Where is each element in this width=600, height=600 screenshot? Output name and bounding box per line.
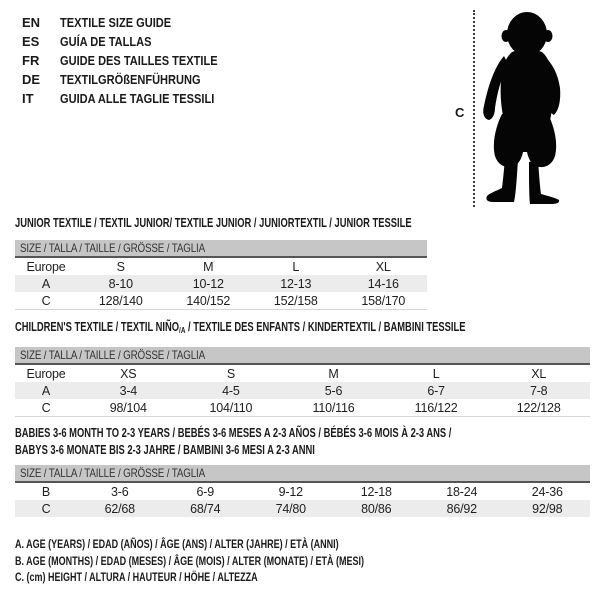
children-size-table	[15, 347, 590, 417]
row-label: Europe	[26, 259, 66, 274]
language-row-de	[22, 70, 245, 89]
babies-size-table	[15, 465, 590, 517]
size-header-row	[15, 240, 427, 257]
language-code: FR	[22, 53, 40, 68]
table-row	[15, 382, 590, 399]
language-row-en	[22, 13, 245, 32]
size-header-row	[15, 465, 590, 482]
children-table-title: CHILDREN'S TEXTILE / TEXTIL NIÑO/A / TEXTILE DES ENFANTS / KINDERTEXTIL / BAMBINI TESSILE	[15, 320, 466, 335]
table-row	[15, 257, 427, 275]
baby-silhouette-icon	[482, 8, 566, 204]
language-row-es	[22, 32, 245, 51]
cell: 14-16	[340, 275, 428, 292]
cell: S	[116, 259, 125, 274]
cell: 152/158	[252, 292, 340, 310]
cell: XL	[375, 259, 391, 274]
language-label: GUÍA DE TALLAS	[60, 34, 152, 49]
cell: 10-12	[165, 275, 253, 292]
cell: 62/68	[77, 500, 163, 517]
row-label: A	[15, 275, 77, 292]
footnote-b: B. AGE (MONTHS) / EDAD (MESES) / ÂGE (MOIS) / ALTER (MONATE) / ETÀ (MESI)	[15, 553, 364, 568]
table-row	[15, 500, 590, 517]
cell: XS	[120, 366, 137, 381]
cell: 18-24	[446, 484, 478, 499]
language-code: ES	[22, 34, 40, 49]
cell: 122/128	[487, 399, 590, 417]
footnotes	[15, 536, 480, 586]
cell: 104/110	[180, 399, 283, 417]
language-label: TEXTILGRÖßENFÜHRUNG	[60, 72, 201, 87]
table-row	[15, 364, 590, 382]
language-row-fr	[22, 51, 245, 70]
cell: 3-6	[111, 484, 129, 499]
table-row	[15, 275, 427, 292]
cell: 5-6	[282, 382, 385, 399]
footnote-a: A. AGE (YEARS) / EDAD (AÑOS) / ÂGE (ANS) / ALTER (JAHRE) / ETÀ (ANNI)	[15, 537, 339, 551]
height-measure-dotted-line	[473, 10, 475, 207]
babies-table-title: BABIES 3-6 MONTH TO 2-3 YEARS / BEBÉS 3-6 MESES A 2-3 AÑOS / BÉBÉS 3-6 MOIS À 2-3 ANS / BABYS 3-6 MONATE BIS 2-3 JAHRE / BAMBINI 3-6 MESI A 2-3 ANNI	[15, 426, 452, 457]
cell: 140/152	[165, 292, 253, 310]
babies-table-section	[15, 426, 590, 517]
cell: 110/116	[282, 399, 385, 417]
language-list	[22, 13, 245, 108]
language-label: GUIDA ALLE TAGLIE TESSILI	[60, 91, 215, 106]
cell: 7-8	[487, 382, 590, 399]
cell: 80/86	[334, 500, 420, 517]
cell: 68/74	[163, 500, 249, 517]
row-label: C	[15, 292, 77, 310]
table-row	[15, 292, 427, 310]
size-header-cell: SIZE / TALLA / TAILLE / GRÖSSE / TAGLIA	[15, 465, 590, 482]
language-code: IT	[22, 91, 34, 106]
footnote-c: C. (cm) HEIGHT / ALTURA / HAUTEUR / HÖHE / ALTEZZA	[15, 570, 258, 584]
language-label: GUIDE DES TAILLES TEXTILE	[60, 53, 218, 68]
cell: L	[432, 366, 440, 381]
row-label: A	[15, 382, 77, 399]
children-table-section	[15, 321, 590, 417]
row-label: B	[41, 484, 51, 499]
size-header-row	[15, 347, 590, 364]
cell: 116/122	[385, 399, 488, 417]
cell: 86/92	[419, 500, 505, 517]
cell: 12-18	[360, 484, 392, 499]
table-row	[15, 399, 590, 417]
cell: 8-10	[77, 275, 165, 292]
cell: 9-12	[278, 484, 303, 499]
junior-table-title: JUNIOR TEXTILE / TEXTIL JUNIOR/ TEXTILE JUNIOR / JUNIORTEXTIL / JUNIOR TESSILE	[15, 216, 412, 230]
cell: M	[203, 259, 214, 274]
subscript-a: /A	[179, 325, 186, 335]
row-label: C	[15, 500, 77, 517]
cell: M	[328, 366, 339, 381]
cell: 74/80	[248, 500, 334, 517]
size-header-cell: SIZE / TALLA / TAILLE / GRÖSSE / TAGLIA	[15, 240, 427, 257]
cell: S	[226, 366, 235, 381]
language-row-it	[22, 89, 245, 108]
language-code: DE	[22, 72, 41, 87]
table-row	[15, 482, 590, 500]
junior-table-section	[15, 217, 427, 310]
cell: 24-36	[531, 484, 563, 499]
cell: L	[292, 259, 300, 274]
cell: 92/98	[505, 500, 591, 517]
cell: 98/104	[77, 399, 180, 417]
cell: 3-4	[77, 382, 180, 399]
row-label: C	[15, 399, 77, 417]
cell: XL	[531, 366, 547, 381]
language-label: TEXTILE SIZE GUIDE	[60, 15, 172, 30]
height-measure-label: C	[455, 105, 465, 120]
cell: 4-5	[180, 382, 283, 399]
junior-size-table	[15, 240, 427, 310]
cell: 12-13	[252, 275, 340, 292]
language-code: EN	[22, 15, 41, 30]
cell: 128/140	[77, 292, 165, 310]
row-label: Europe	[26, 366, 66, 381]
cell: 6-7	[385, 382, 488, 399]
size-header-cell: SIZE / TALLA / TAILLE / GRÖSSE / TAGLIA	[15, 347, 590, 364]
cell: 6-9	[196, 484, 214, 499]
cell: 158/170	[340, 292, 428, 310]
